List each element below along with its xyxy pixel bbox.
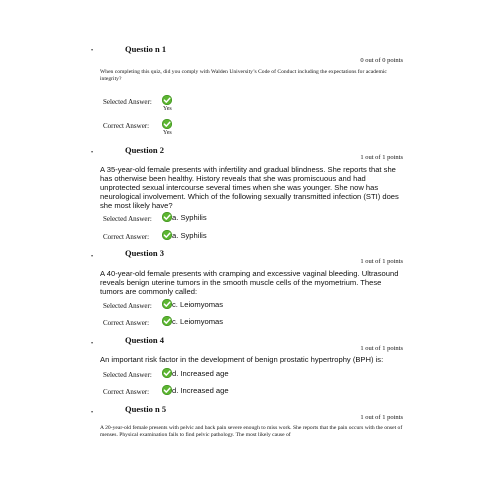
correct-answer [162,385,229,395]
question-points: 1 out of 1 points [360,414,403,421]
selected-answer-value: d. Increased age [172,369,229,378]
correct-answer-value: a. Syphilis [172,231,207,240]
correct-answer-label: Correct Answer: [103,388,150,396]
selected-answer-label: Selected Answer: [103,371,152,379]
question-title: Questio n 1 [125,44,167,54]
question-text: An important risk factor in the development of benign prostatic hypertrophy (BPH) is: [100,355,384,364]
correct-answer-value: d. Increased age [172,386,229,395]
correct-answer-value: c. Leiomyomas [172,317,224,326]
correct-answer-label: Correct Answer: [103,233,150,241]
bullet: • [91,48,94,54]
question-text: When completing this quiz, did you comply with Walden University’s Code of Conduct including the expectations for academic integrity? [100,69,387,83]
green-check-icon [162,316,172,326]
question-text: A 40-year-old female presents with cramping and excessive vaginal bleeding. Ultrasound reveals benign uterine tumors in the smooth muscle cells of the myometrium. These tumors are commonly called: [100,269,399,296]
green-check-icon [162,95,172,105]
correct-answer [162,316,223,326]
question-text: A 20-year-old female presents with pelvic and back pain severe enough to miss work. She reports that the pain occurs with the onset of menses. Physical examination fails to find pelvic pathology. The most likely cause of [100,425,403,439]
selected-answer-value: c. Leiomyomas [172,300,224,309]
question-points: 1 out of 1 points [360,258,403,265]
selected-answer-value: a. Syphilis [172,213,207,222]
green-check-icon [162,119,172,129]
green-check-icon [162,230,172,240]
question-text: A 35-year-old female presents with infertility and gradual blindness. She reports that she has otherwise been healthy. History reveals that she was promiscuous and had unprotected sexual intercourse several times when she was younger. She now has neurological involvement. Which of the following sexually transmitted infection (STI) does she most likely have? [100,165,399,210]
selected-answer [162,95,172,105]
question-title: Question 4 [125,335,164,345]
question-title: Questio n 5 [125,404,167,414]
bullet: • [91,150,94,156]
correct-answer [162,119,172,129]
selected-answer-label: Selected Answer: [103,302,152,310]
selected-answer-label: Selected Answer: [103,215,152,223]
question-points: 1 out of 1 points [360,345,403,352]
green-check-icon [162,385,172,395]
question-title: Question 2 [125,145,164,155]
green-check-icon [162,299,172,309]
question-title: Question 3 [125,248,164,258]
selected-answer [162,212,207,222]
bullet: • [91,254,94,260]
question-points: 0 out of 0 points [360,57,403,64]
question-points: 1 out of 1 points [360,154,403,161]
selected-answer-label: Selected Answer: [103,98,152,106]
bullet: • [91,410,94,416]
correct-answer-value: Yes [163,130,172,136]
correct-answer-label: Correct Answer: [103,319,150,327]
selected-answer-value: Yes [163,106,172,112]
selected-answer [162,368,229,378]
bullet: • [91,341,94,347]
correct-answer [162,230,207,240]
selected-answer [162,299,223,309]
green-check-icon [162,212,172,222]
green-check-icon [162,368,172,378]
correct-answer-label: Correct Answer: [103,122,150,130]
